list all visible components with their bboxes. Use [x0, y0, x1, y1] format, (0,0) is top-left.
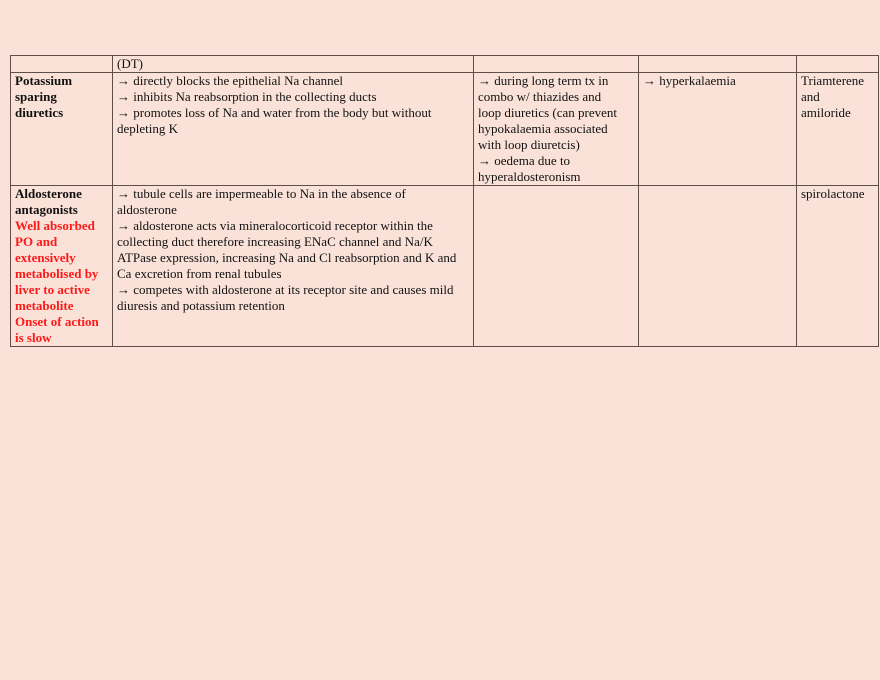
cell-text-line: → aldosterone acts via mineralocorticoid receptor within the: [117, 218, 433, 233]
indications-cell: [474, 56, 639, 73]
cell-text-line: Potassium: [15, 73, 73, 88]
cell-text-line: Triamterene: [801, 73, 865, 88]
cell-text-line: hyperaldosteronism: [478, 169, 581, 184]
cell-text-line: → during long term tx in: [478, 73, 609, 88]
drug-table: [10, 55, 879, 347]
cell-text-line: → competes with aldosterone at its receptor site and causes mild: [117, 282, 454, 297]
cell-text-line: and: [801, 89, 820, 104]
cell-text-line: → hyperkalaemia: [643, 73, 736, 88]
mechanism-cell: [113, 56, 474, 73]
drug-class-note: extensively: [15, 250, 76, 265]
cell-text-line: diuretics: [15, 105, 64, 120]
table-row: [11, 186, 879, 347]
indications-cell: [474, 186, 639, 347]
drug-class-cell: [11, 186, 113, 347]
cell-text-line: Ca excretion from renal tubules: [117, 266, 282, 281]
side-effects-cell: [639, 186, 797, 347]
cell-text-line: hypokalaemia associated: [478, 121, 608, 136]
cell-text-line: sparing: [15, 89, 57, 104]
cell-text-line: loop diuretics (can prevent: [478, 105, 617, 120]
examples-cell: [797, 73, 879, 186]
drug-class-note: is slow: [15, 330, 52, 345]
cell-text-line: spirolactone: [801, 186, 865, 201]
drug-class-note: Well absorbed: [15, 218, 95, 233]
cell-text-line: with loop diuretcis): [478, 137, 580, 152]
drug-class-cell: [11, 73, 113, 186]
drug-class-note: Onset of action: [15, 314, 99, 329]
cell-text-line: diuresis and potassium retention: [117, 298, 285, 313]
cell-text-line: (DT): [117, 56, 143, 71]
side-effects-cell: [639, 56, 797, 73]
examples-cell: [797, 56, 879, 73]
drug-class-cell: [11, 56, 113, 73]
cell-text-line: Aldosterone: [15, 186, 82, 201]
table-row: [11, 73, 879, 186]
table-row: [11, 56, 879, 73]
cell-text-line: aldosterone: [117, 202, 177, 217]
drug-class-note: PO and: [15, 234, 58, 249]
drug-class-note: metabolised by: [15, 266, 99, 281]
cell-text-line: collecting duct therefore increasing ENaC channel and Na/K: [117, 234, 433, 249]
drug-class-note: liver to active: [15, 282, 90, 297]
cell-text-line: → inhibits Na reabsorption in the collecting ducts: [117, 89, 377, 104]
side-effects-cell: [639, 73, 797, 186]
drug-class-note: metabolite: [15, 298, 74, 313]
cell-text-line: depleting K: [117, 121, 179, 136]
mechanism-cell: [113, 73, 474, 186]
indications-cell: [474, 73, 639, 186]
examples-cell: [797, 186, 879, 347]
cell-text-line: amiloride: [801, 105, 851, 120]
cell-text-line: → directly blocks the epithelial Na channel: [117, 73, 343, 88]
cell-text-line: combo w/ thiazides and: [478, 89, 602, 104]
mechanism-cell: [113, 186, 474, 347]
cell-text-line: ATPase expression, increasing Na and Cl reabsorption and K and: [117, 250, 457, 265]
cell-text-line: antagonists: [15, 202, 78, 217]
cell-text-line: → promotes loss of Na and water from the body but without: [117, 105, 432, 120]
cell-text-line: → oedema due to: [478, 153, 571, 168]
cell-text-line: → tubule cells are impermeable to Na in the absence of: [117, 186, 406, 201]
